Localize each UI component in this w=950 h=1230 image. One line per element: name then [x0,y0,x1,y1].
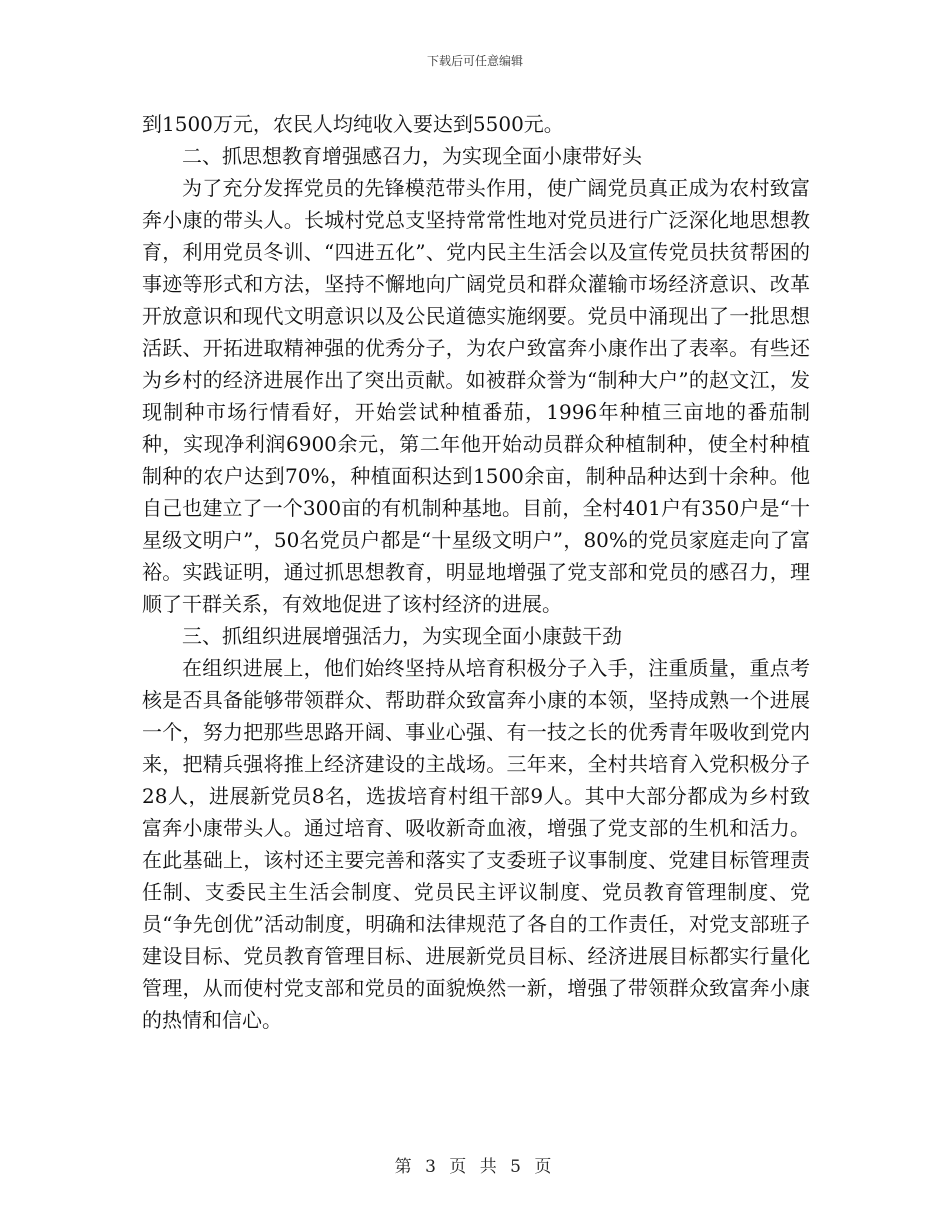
paragraph-continuation: 到1500万元，农民人均纯收入要达到5500元。 [142,112,564,136]
paragraph-organization-development: 在组织进展上，他们始终坚持从培育积极分子入手，注重质量，重点考核是否具备能够带领群众、帮助群众致富奔小康的本领，坚持成熟一个进展一个，努力把那些思路开阔、事业心强、有一技之长的优秀青年吸收到党内来，把精兵强将推上经济建设的主战场。三年来，全村共培育入党积极分子28人，进展新党员8名，选拔培育村组干部9人。其中大部分都成为乡村致富奔小康带头人。通过培育、吸收新奇血液，增强了党支部的生机和活力。在此基础上，该村还主要完善和落实了支委班子议事制度、党建目标管理责任制、支委民主生活会制度、党员民主评议制度、党员教育管理制度、党员“争先创优”活动制度，明确和法律规范了各自的工作责任，对党支部班子建设目标、党员教育管理目标、进展新党员目标、经济进展目标都实行量化管理，从而使村党支部和党员的面貌焕然一新，增强了带领群众致富奔小康的热情和信心。 [142,656,810,1032]
paragraph-ideology-education: 为了充分发挥党员的先锋模范带头作用，使广阔党员真正成为农村致富奔小康的带头人。长城村党总支坚持常常性地对党员进行广泛深化地思想教育，利用党员冬训、“四进五化”、党内民主生活会以及宣传党员扶贫帮困的事迹等形式和方法，坚持不懈地向广阔党员和群众灌输市场经济意识、改革开放意识和现代文明意识以及公民道德实施纲要。党员中涌现出了一批思想活跃、开拓进取精神强的优秀分子，为农户致富奔小康作出了表率。有些还为乡村的经济进展作出了突出贡献。如被群众誉为“制种大户”的赵文江，发现制种市场行情看好，开始尝试种植番茄，1996年种植三亩地的番茄制种，实现净利润6900余元，第二年他开始动员群众种植制种，使全村种植制种的农户达到70%，种植面积达到1500余亩，制种品种达到十余种。他自己也建立了一个300亩的有机制种基地。目前，全村401户有350户是“十星级文明户”，50名党员户都是“十星级文明户”，80%的党员家庭走向了富裕。实践证明，通过抓思想教育，明显地增强了党支部和党员的感召力，理顺了干群关系，有效地促进了该村经济的进展。 [142,176,810,616]
page-header-note: 下载后可任意编辑 [426,54,523,68]
document-body [142,108,810,1036]
section-heading-2: 二、抓思想教育增强感召力，为实现全面小康带好头 [182,144,642,168]
section-heading-3: 三、抓组织进展增强活力，为实现全面小康鼓干劲 [182,624,622,648]
page-number: 第 3 页 共 5 页 [394,1157,556,1177]
